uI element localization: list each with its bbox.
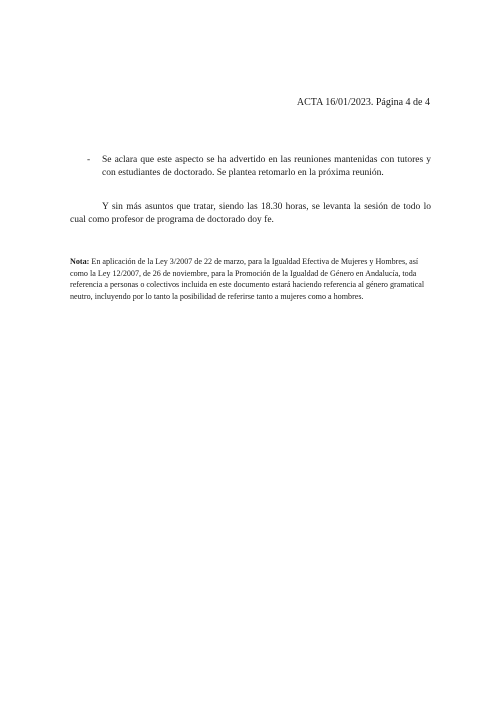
list-item-text: Se aclara que este aspecto se ha advertido en las reuniones mantenidas con tutores y con estudiantes de doctorado. Se plantea retomarlo en la próxima reunión. — [102, 155, 431, 178]
gender-note — [70, 256, 431, 302]
page-header — [297, 97, 430, 108]
header-text: ACTA 16/01/2023. Página 4 de 4 — [296, 97, 430, 108]
note-label: Nota: — [70, 257, 90, 266]
closing-paragraph: Y sin más asuntos que tratar, siendo las 18.30 horas, se levanta la sesión de todo lo cual como profesor de programa de doctorado doy fe. — [70, 202, 431, 225]
note-text: En aplicación de la Ley 3/2007 de 22 de marzo, para la Igualdad Efectiva de Mujeres y Hombres, así como la Ley 12/2007, de 26 de noviembre, para la Promoción de la Igualdad de Género en Andalucía, toda referencia a personas o colectivos incluida en este documento estará haciendo referencia al género gramatical neutro, incluyendo por lo tanto la posibilidad de referirse tanto a mujeres como a hombres. — [70, 257, 425, 301]
list-marker: - — [87, 155, 91, 165]
list-item — [87, 154, 431, 180]
